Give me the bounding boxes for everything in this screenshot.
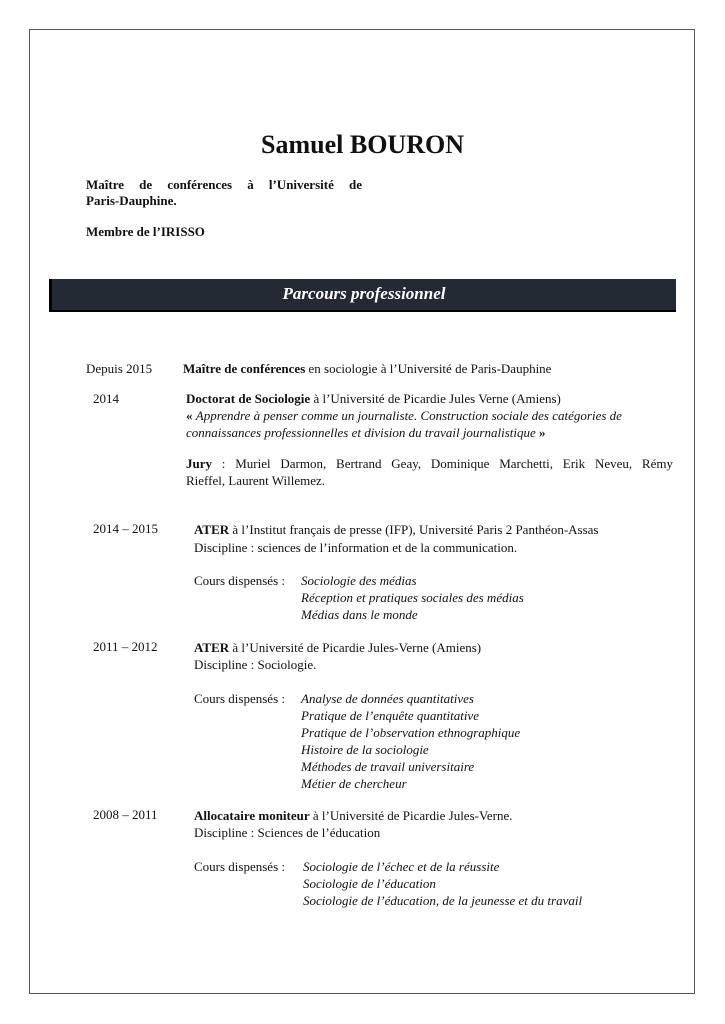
entry-2014-2015-title: ATER	[194, 522, 230, 537]
section-banner	[49, 279, 676, 312]
entry-2015-text	[183, 360, 551, 377]
entry-2015-title: Maître de conférences	[183, 361, 306, 376]
course-item: Sociologie de l’éducation, de la jeunesse et du travail	[303, 893, 583, 908]
entry-date-2014: 2014	[93, 391, 119, 406]
course-item: Sociologie de l’éducation	[303, 876, 436, 891]
thesis-title-2: connaissances professionnelles et division du travail journalistique	[186, 425, 536, 440]
course-item: Médias dans le monde	[301, 607, 418, 622]
thesis-close-quote: »	[535, 425, 546, 440]
entry-2015-rest: en sociologie à l’Université de Paris-Dauphine	[305, 361, 552, 376]
membership: Membre de l’IRISSO	[86, 224, 205, 239]
entry-2014-title: Doctorat de Sociologie	[186, 391, 311, 406]
thesis-line-1	[186, 407, 622, 424]
jury-line-2: Rieffel, Laurent Willemez.	[186, 473, 326, 488]
jury-label: Jury	[186, 456, 212, 471]
course-item: Sociologie de l’échec et de la réussite	[303, 859, 500, 874]
entry-2011-2012-line-1	[194, 639, 481, 656]
entry-2011-2012-title: ATER	[194, 640, 230, 655]
entry-2008-2011-rest: à l’Université de Picardie Jules-Verne.	[309, 808, 513, 823]
entry-2008-2011-courses-label: Cours dispensés :	[194, 859, 285, 874]
course-item: Pratique de l’enquête quantitative	[301, 708, 479, 723]
course-item: Réception et pratiques sociales des médias	[301, 590, 524, 605]
jury-members-1: : Muriel Darmon, Bertrand Geay, Dominique Marchetti, Erik Neveu, Rémy	[212, 456, 673, 471]
position-line-1: Maître de conférences à l’Université de	[86, 177, 362, 192]
entry-date-2015: Depuis 2015	[86, 361, 153, 376]
jury-line-1	[186, 455, 673, 472]
entry-2014-line-1	[186, 390, 561, 407]
entry-2014-2015-line-1	[194, 521, 599, 538]
thesis-line-2	[186, 424, 546, 441]
course-item: Pratique de l’observation ethnographique	[301, 725, 521, 740]
entry-2011-2012-rest: à l’Université de Picardie Jules-Verne (Amiens)	[229, 640, 482, 655]
entry-date-2014-2015: 2014 – 2015	[93, 521, 158, 536]
section-title: Parcours professionnel	[282, 284, 446, 303]
course-item: Histoire de la sociologie	[301, 742, 429, 757]
entry-date-2011-2012: 2011 – 2012	[93, 639, 158, 654]
cv-name: Samuel BOURON	[261, 130, 464, 159]
entry-date-2008-2011: 2008 – 2011	[93, 807, 158, 822]
entry-2014-2015-courses-label: Cours dispensés :	[194, 573, 285, 588]
course-item: Métier de chercheur	[301, 776, 407, 791]
entry-2008-2011-discipline: Discipline : Sciences de l’éducation	[194, 825, 381, 840]
course-item: Sociologie des médias	[301, 573, 417, 588]
course-item: Analyse de données quantitatives	[301, 691, 474, 706]
entry-2014-2015-rest: à l’Institut français de presse (IFP), Université Paris 2 Panthéon-Assas	[229, 522, 599, 537]
entry-2011-2012-courses-label: Cours dispensés :	[194, 691, 285, 706]
page-border	[29, 29, 695, 994]
entry-2008-2011-line-1	[194, 807, 513, 824]
thesis-title-1: Apprendre à penser comme un journaliste. Construction sociale des catégories de	[195, 408, 622, 423]
entry-2008-2011-title: Allocataire moniteur	[194, 808, 310, 823]
thesis-open-quote: «	[186, 408, 196, 423]
entry-2011-2012-discipline: Discipline : Sociologie.	[194, 657, 317, 672]
entry-2014-2015-discipline: Discipline : sciences de l’information et de la communication.	[194, 540, 518, 555]
entry-2014-rest: à l’Université de Picardie Jules Verne (Amiens)	[310, 391, 561, 406]
course-item: Méthodes de travail universitaire	[301, 759, 475, 774]
position-line-2: Paris-Dauphine.	[86, 193, 177, 208]
